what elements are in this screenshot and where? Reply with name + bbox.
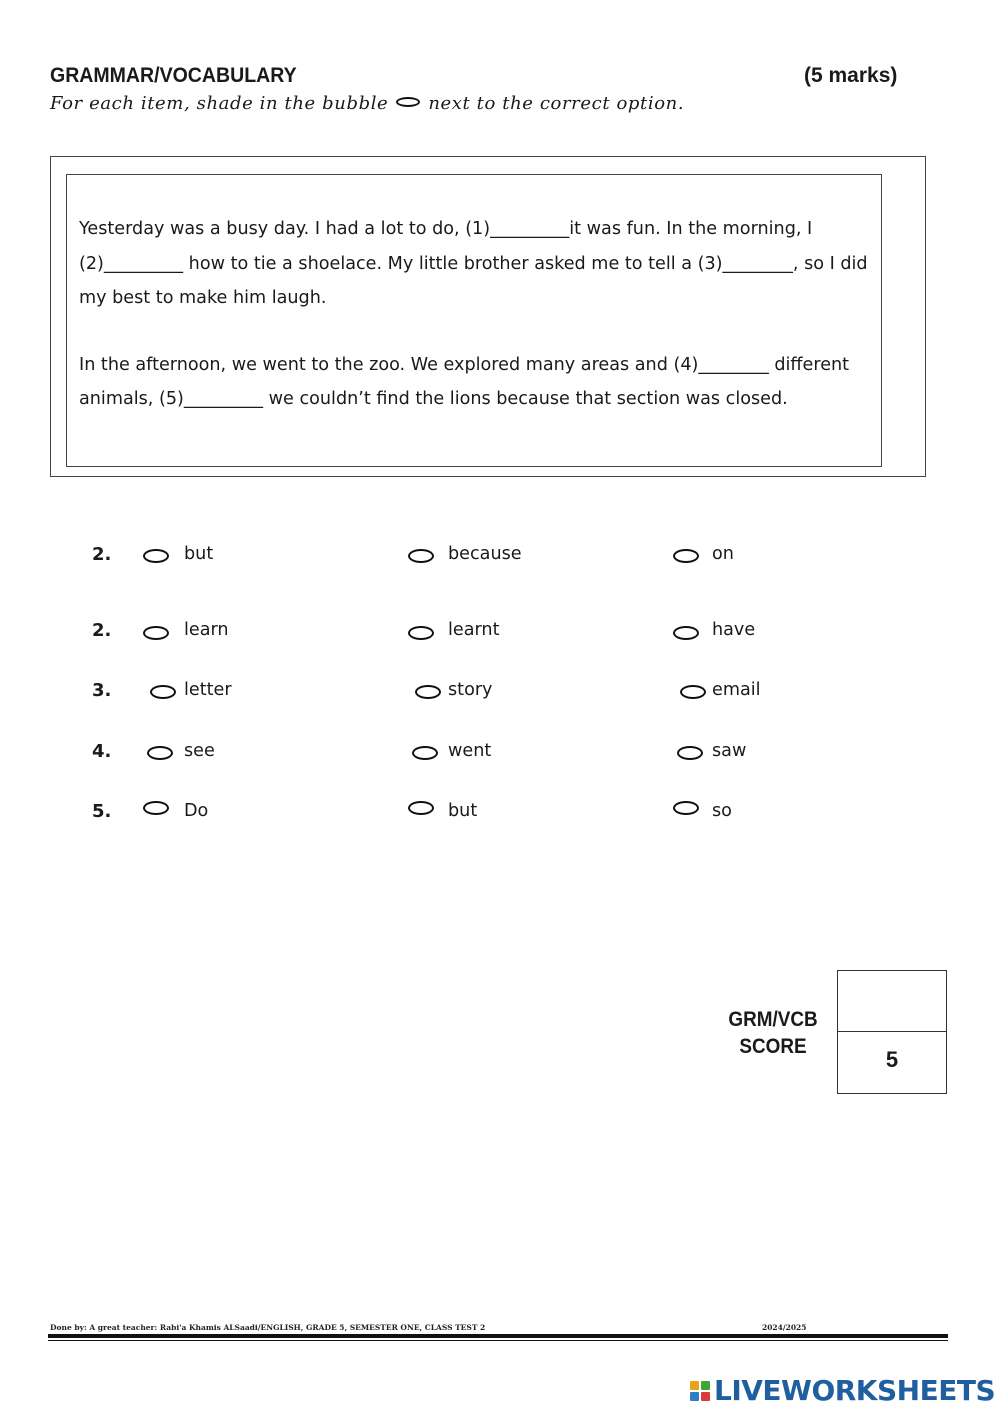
footer-rule-thin xyxy=(48,1340,948,1341)
score-box-divider xyxy=(837,1031,947,1032)
question-number: 2. xyxy=(92,544,112,565)
footer-year: 2024/2025 xyxy=(762,1323,807,1332)
answer-bubble[interactable] xyxy=(143,801,169,815)
answer-bubble[interactable] xyxy=(147,746,173,760)
passage-paragraph-1: Yesterday was a busy day. I had a lot to do, (1)_________it was fun. In the morning, I (2)_________ how to tie a shoelace. My little brother asked me to tell a (3)________, so I did my best to make him laugh. xyxy=(79,219,868,308)
score-box xyxy=(837,970,947,1094)
footer-credit: Done by: A great teacher: Rabi'a Khamis ALSaadi/ENGLISH, GRADE 5, SEMESTER ONE, CLASS TEST 2 xyxy=(50,1323,486,1332)
passage xyxy=(79,212,879,417)
option-label: so xyxy=(712,801,732,821)
logo-square xyxy=(690,1381,699,1390)
answer-bubble[interactable] xyxy=(150,685,176,699)
option-label: learnt xyxy=(448,620,500,640)
answer-bubble[interactable] xyxy=(412,746,438,760)
answer-bubble[interactable] xyxy=(673,549,699,563)
option-label: Do xyxy=(184,801,209,821)
logo-square xyxy=(690,1392,699,1401)
answer-bubble[interactable] xyxy=(673,626,699,640)
footer-rule xyxy=(48,1334,948,1338)
logo-square xyxy=(701,1381,710,1390)
option-label: went xyxy=(448,741,492,761)
option-label: learn xyxy=(184,620,229,640)
liveworksheets-wordmark: LIVEWORKSHEETS xyxy=(714,1374,996,1407)
score-total: 5 xyxy=(885,1047,899,1072)
liveworksheets-logo xyxy=(690,1374,995,1407)
answer-bubble[interactable] xyxy=(408,549,434,563)
score-label xyxy=(725,1006,820,1060)
option-label: see xyxy=(184,741,215,761)
bubble-icon xyxy=(396,97,420,107)
passage-paragraph-2: In the afternoon, we went to the zoo. We explored many areas and (4)________ different animals, (5)_________ we couldn’t find the lions because that section was closed. xyxy=(79,354,850,409)
option-label: story xyxy=(448,680,493,700)
question-number: 2. xyxy=(92,620,112,641)
liveworksheets-logo-icon xyxy=(690,1381,710,1401)
score-label-line-1: GRM/VCB xyxy=(728,1008,818,1031)
logo-square xyxy=(701,1392,710,1401)
score-label-line-2: SCORE xyxy=(739,1035,807,1058)
answer-bubble[interactable] xyxy=(677,746,703,760)
option-label: but xyxy=(184,544,214,564)
option-label: but xyxy=(448,801,478,821)
question-number: 3. xyxy=(92,680,112,701)
marks-label: (5 marks) xyxy=(804,64,898,87)
option-label: have xyxy=(712,620,756,640)
option-label: letter xyxy=(184,680,232,700)
answer-bubble[interactable] xyxy=(143,626,169,640)
question-number: 4. xyxy=(92,741,112,762)
answer-bubble[interactable] xyxy=(415,685,441,699)
option-label: on xyxy=(712,544,734,564)
option-label: saw xyxy=(712,741,747,761)
option-label: email xyxy=(712,680,761,700)
option-label: because xyxy=(448,544,522,564)
answer-bubble[interactable] xyxy=(143,549,169,563)
instruction-text-before: For each item, shade in the bubble xyxy=(50,93,389,114)
answer-bubble[interactable] xyxy=(673,801,699,815)
section-title: GRAMMAR/VOCABULARY xyxy=(50,64,297,87)
answer-bubble[interactable] xyxy=(408,801,434,815)
question-number: 5. xyxy=(92,801,112,822)
answer-bubble[interactable] xyxy=(408,626,434,640)
instruction-text-after: next to the correct option. xyxy=(428,93,685,114)
instruction xyxy=(50,93,684,114)
answer-bubble[interactable] xyxy=(680,685,706,699)
